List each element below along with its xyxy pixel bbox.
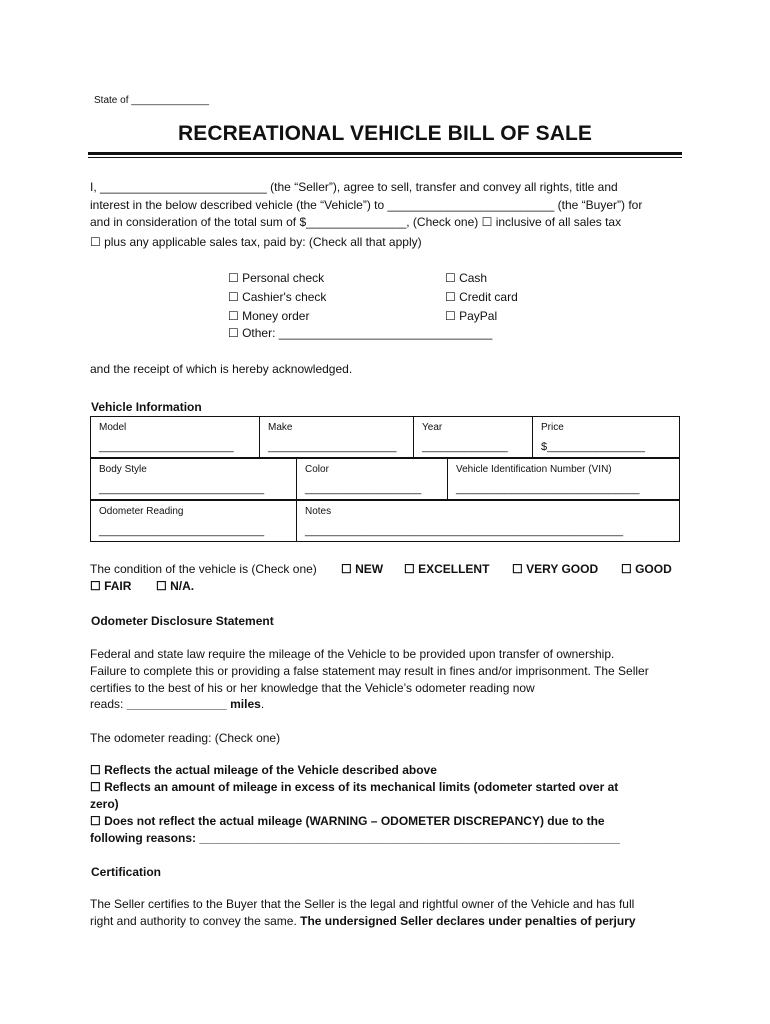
notes-label: Notes: [305, 506, 332, 517]
odometer-para-3: certifies to the best of his or her knowledge that the Vehicle’s odometer reading now: [90, 681, 535, 695]
color-field[interactable]: ___________________: [305, 483, 422, 495]
intro-line-4: ☐ plus any applicable sales tax, paid by: (Check all that apply): [90, 235, 422, 249]
condition-excellent[interactable]: ☐ EXCELLENT: [404, 562, 490, 576]
price-label: Price: [541, 422, 564, 433]
body-style-label: Body Style: [99, 464, 147, 475]
odometer-field[interactable]: ___________________________: [99, 525, 265, 537]
intro-line-2: interest in the below described vehicle (the “Vehicle”) to _________________________ (the “Buyer”) for: [90, 198, 643, 212]
odometer-option-excess[interactable]: ☐ Reflects an amount of mileage in excess of its mechanical limits (odometer started over at: [90, 780, 619, 794]
odometer-reasons-field[interactable]: following reasons: _______________________________________________________________: [90, 831, 620, 845]
certification-heading: Certification: [91, 865, 162, 879]
model-label: Model: [99, 422, 127, 433]
odometer-disclosure-heading: Odometer Disclosure Statement: [91, 614, 274, 628]
odometer-option-actual[interactable]: ☐ Reflects the actual mileage of the Vehicle described above: [90, 763, 437, 777]
odometer-option-excess-cont: zero): [90, 797, 119, 811]
payment-cashiers-check[interactable]: ☐ Cashier's check: [228, 290, 327, 304]
state-field[interactable]: State of ______________: [94, 95, 210, 106]
vin-field[interactable]: ______________________________: [456, 483, 640, 495]
body-style-field[interactable]: ___________________________: [99, 483, 265, 495]
certification-line-1: The Seller certifies to the Buyer that the Seller is the legal and rightful owner of the Vehicle and has full: [90, 897, 635, 911]
odometer-check-intro: The odometer reading: (Check one): [90, 731, 281, 745]
payment-personal-check[interactable]: ☐ Personal check: [228, 271, 325, 285]
payment-cash[interactable]: ☐ Cash: [445, 271, 488, 285]
payment-paypal[interactable]: ☐ PayPal: [445, 309, 498, 323]
price-field[interactable]: $________________: [541, 441, 646, 453]
vehicle-info-table-row3: [90, 500, 680, 542]
certification-line-2: [90, 914, 636, 928]
payment-other[interactable]: ☐ Other: ________________________________: [228, 326, 493, 340]
intro-line-1: I, _________________________ (the “Seller”), agree to sell, transfer and convey all rights, title and: [90, 180, 618, 194]
notes-field[interactable]: ____________________________________________________: [305, 525, 624, 537]
vehicle-info-table-row2: [90, 458, 680, 500]
miles-field[interactable]: _______________ miles: [126, 697, 261, 711]
condition-good[interactable]: ☐ GOOD: [621, 562, 672, 576]
certification-bold: The undersigned Seller declares under penalties of perjury: [300, 914, 636, 928]
odometer-option-discrepancy[interactable]: ☐ Does not reflect the actual mileage (WARNING – ODOMETER DISCREPANCY) due to the: [90, 814, 605, 828]
vin-label: Vehicle Identification Number (VIN): [456, 464, 612, 475]
payment-credit-card[interactable]: ☐ Credit card: [445, 290, 518, 304]
make-label: Make: [268, 422, 293, 433]
document-title: RECREATIONAL VEHICLE BILL OF SALE: [178, 122, 592, 145]
title-rule-thick: [88, 152, 682, 155]
intro-line-3: and in consideration of the total sum of $_______________, (Check one) ☐ inclusive of all sales tax: [90, 215, 622, 229]
vehicle-info-heading: Vehicle Information: [91, 400, 202, 414]
certification-plain: right and authority to convey the same.: [90, 914, 301, 928]
condition-new[interactable]: ☐ NEW: [341, 562, 384, 576]
make-field[interactable]: _____________________: [268, 441, 397, 453]
odometer-para-1: Federal and state law require the mileage of the Vehicle to be provided upon transfer of ownership.: [90, 647, 615, 661]
model-field[interactable]: ______________________: [99, 441, 234, 453]
vehicle-info-table: [90, 416, 680, 458]
title-rule-thin: [88, 157, 682, 158]
odometer-para-2: Failure to complete this or providing a false statement may result in fines and/or imprisonment. The Seller: [90, 664, 649, 678]
condition-fair[interactable]: ☐ FAIR: [90, 579, 132, 593]
reads-label: reads:: [90, 697, 127, 711]
year-field[interactable]: ______________: [422, 441, 508, 453]
odometer-para-4: [90, 697, 264, 711]
odometer-label: Odometer Reading: [99, 506, 184, 517]
condition-na[interactable]: ☐ N/A.: [156, 579, 195, 593]
condition-very-good[interactable]: ☐ VERY GOOD: [512, 562, 599, 576]
reads-period: .: [260, 697, 265, 711]
payment-money-order[interactable]: ☐ Money order: [228, 309, 310, 323]
color-label: Color: [305, 464, 329, 475]
condition-prefix: The condition of the vehicle is (Check one): [90, 562, 317, 576]
receipt-text: and the receipt of which is hereby acknowledged.: [90, 362, 353, 376]
year-label: Year: [422, 422, 443, 433]
